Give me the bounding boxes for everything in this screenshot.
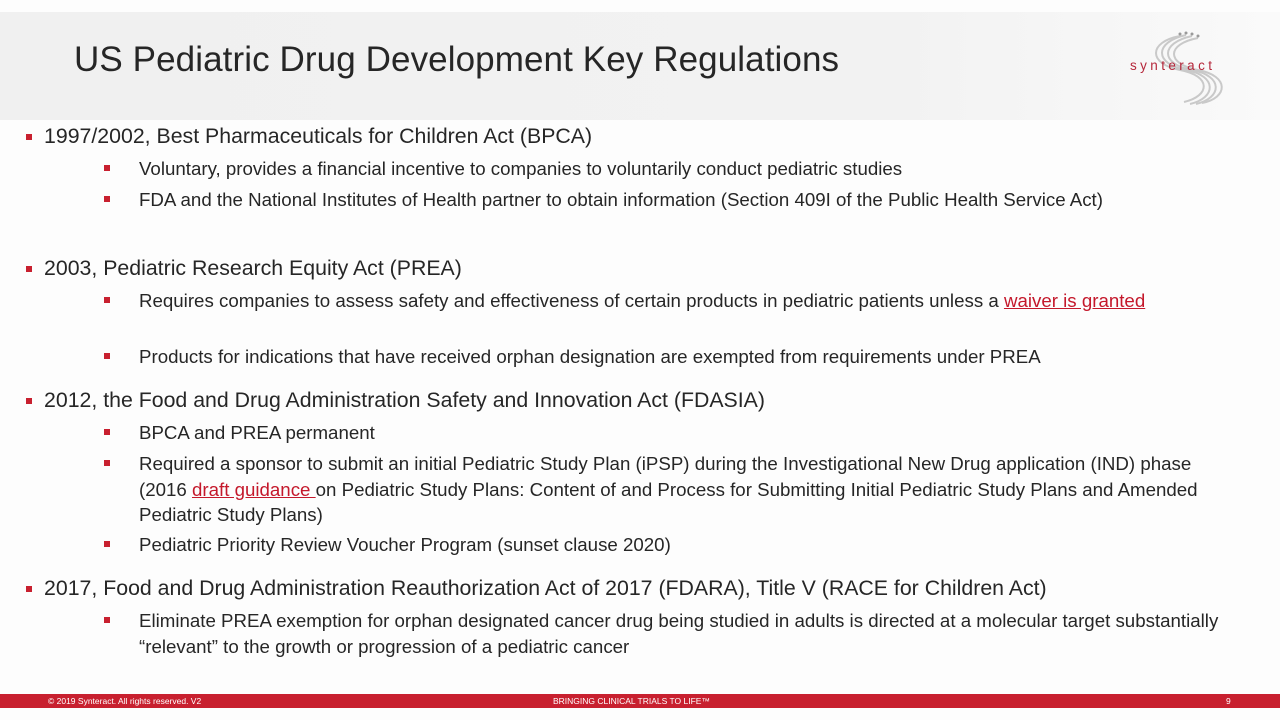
page-number: 9 [1226,696,1231,706]
section-heading [44,576,1047,601]
list-item [139,451,1229,528]
section-heading [44,256,462,281]
item-text: Products for indications that have received orphan designation are exempted from requirements under PREA [139,346,1041,367]
bullet-icon [104,353,110,359]
list-item [139,420,1229,446]
bullet-icon [26,134,32,140]
draft-guidance-link[interactable]: draft guidance [192,478,316,500]
heading-text: 2003, Pediatric Research Equity Act (PREA) [44,256,462,280]
logo-text: synteract [1130,58,1216,73]
bullet-icon [104,196,110,202]
bullet-icon [104,541,110,547]
item-text: Required a sponsor to submit an initial Pediatric Study Plan (iPSP) during the Investigational New Drug application (IND) phase (2016 [139,453,1192,500]
slide-title: US Pediatric Drug Development Key Regulations [74,40,840,79]
item-text: Pediatric Priority Review Voucher Program (sunset clause 2020) [139,534,671,555]
section-heading [44,388,765,413]
heading-text: 1997/2002, Best Pharmaceuticals for Children Act (BPCA) [44,124,593,148]
item-text: on Pediatric Study Plans: Content of and Process for Submitting Initial Pediatric Study Plans and Amended Pediatric Study Plans) [139,478,1198,525]
section-heading [44,124,592,149]
synteract-logo [1118,28,1248,108]
item-text: BPCA and PREA permanent [139,422,375,443]
list-item [139,187,1229,213]
footer-bar [0,694,1280,708]
item-text: Voluntary, provides a financial incentive to companies to voluntarily conduct pediatric studies [139,158,903,179]
bullet-icon [26,586,32,592]
bullet-icon [26,266,32,272]
bullet-icon [104,460,110,466]
heading-text: 2017, Food and Drug Administration Reauthorization Act of 2017 (FDARA), Title V (RACE for Children Act) [44,576,1047,600]
list-item [139,288,1229,314]
list-item [139,344,1229,370]
bullet-icon [104,165,110,171]
tagline: BRINGING CLINICAL TRIALS TO LIFE™ [553,696,710,706]
bullet-icon [104,429,110,435]
bullet-icon [104,297,110,303]
list-item [139,608,1229,659]
list-item [139,532,1229,558]
bullet-icon [104,617,110,623]
item-text: Eliminate PREA exemption for orphan designated cancer drug being studied in adults is directed at a molecular target substantially “relevant” to the growth or progression of a pediatric cancer [139,610,1219,657]
bullet-icon [26,398,32,404]
heading-text: 2012, the Food and Drug Administration Safety and Innovation Act (FDASIA) [44,388,765,412]
waiver-link[interactable]: waiver is granted [1003,290,1146,311]
item-text: Requires companies to assess safety and effectiveness of certain products in pediatric patients unless a [139,290,1004,311]
item-text: FDA and the National Institutes of Health partner to obtain information (Section 409I of the Public Health Service Act) [139,189,1103,210]
list-item [139,156,1229,182]
copyright: © 2019 Synteract. All rights reserved. V2 [48,696,202,706]
